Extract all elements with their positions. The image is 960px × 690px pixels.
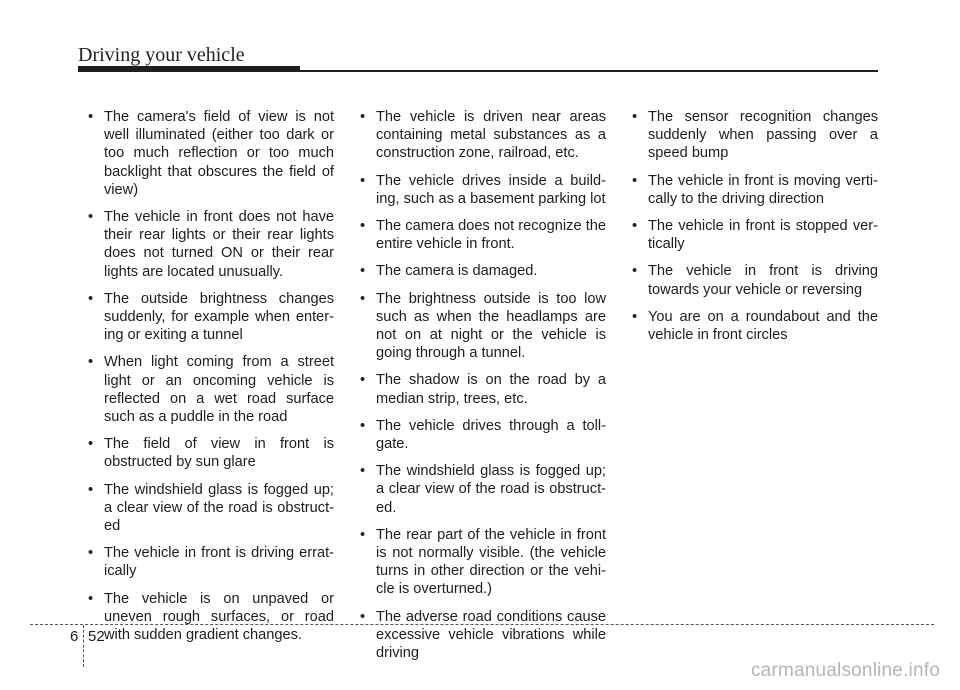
list-item-text: The vehicle is on unpaved or uneven rough surfaces, or road with sudden gradient changes. bbox=[104, 590, 334, 644]
page-header-title: Driving your vehicle bbox=[78, 44, 245, 66]
bullet-icon: • bbox=[360, 417, 366, 434]
list-item bbox=[358, 462, 606, 517]
list-item bbox=[358, 217, 606, 253]
list-item-text: The windshield glass is fogged up; a clear view of the road is obstruct-ed. bbox=[376, 463, 606, 516]
list-item-text: The shadow is on the road by a median strip, trees, etc. bbox=[376, 372, 606, 407]
list-item-text: The vehicle in front is driving errat-ically bbox=[104, 545, 334, 580]
bullet-icon: • bbox=[88, 481, 94, 498]
list-item bbox=[358, 371, 606, 407]
list-item-text: The camera does not recognize the entire vehicle in front. bbox=[376, 218, 606, 253]
bullet-icon: • bbox=[88, 436, 94, 453]
list-item bbox=[86, 290, 334, 345]
list-item-text: The field of view in front is obstructed by sun glare bbox=[104, 436, 334, 471]
list-item bbox=[86, 208, 334, 281]
list-item-text: The windshield glass is fogged up; a clear view of the road is obstruct-ed bbox=[104, 481, 334, 535]
bullet-icon: • bbox=[360, 463, 366, 480]
footer-divider bbox=[83, 625, 84, 667]
bullet-icon: • bbox=[88, 354, 94, 371]
list-item-text: The vehicle in front is driving towards your vehicle or reversing bbox=[648, 263, 878, 298]
bullet-icon: • bbox=[360, 526, 366, 543]
header-rule bbox=[300, 70, 878, 72]
list-item-text: The adverse road conditions cause excessive vehicle vibrations while driving bbox=[376, 608, 606, 662]
list-item bbox=[358, 172, 606, 208]
header-accent-bar bbox=[78, 66, 300, 72]
bullet-icon: • bbox=[88, 109, 94, 125]
bullet-icon: • bbox=[360, 608, 366, 625]
watermark: carmanualsonline.info bbox=[750, 660, 940, 681]
list-item-text: The rear part of the vehicle in front is not normally visible. (the vehicle turns in other direction or the vehi-cle is overturned.) bbox=[376, 526, 606, 598]
list-item bbox=[630, 308, 878, 344]
chapter-number: 6 bbox=[70, 628, 79, 645]
list-item-text: The brightness outside is too low such as when the headlamps are not on at night or the vehicle is going through a tunnel. bbox=[376, 290, 606, 362]
list-item bbox=[86, 590, 334, 645]
list-item bbox=[358, 526, 606, 599]
bullet-icon: • bbox=[88, 545, 94, 562]
list-item-text: You are on a roundabout and the vehicle in front circles bbox=[648, 308, 878, 344]
list-item bbox=[86, 435, 334, 471]
list-item-text: The vehicle drives inside a build-ing, such as a basement parking lot bbox=[376, 172, 606, 207]
list-item-text: The camera's field of view is not well illuminated (either too dark or too much reflection or too much backlight that obscures the field of view) bbox=[104, 109, 334, 198]
list-item-text: The vehicle in front does not have their rear lights or their rear lights does not turned ON or their rear lights are located unusually. bbox=[104, 209, 334, 280]
list-item-text: The sensor recognition changes suddenly when passing over a speed bump bbox=[648, 109, 878, 162]
bullet-icon: • bbox=[360, 218, 366, 235]
list-item bbox=[358, 108, 606, 163]
list-item-text: The vehicle in front is moving verti-cally to the driving direction bbox=[648, 172, 878, 207]
bullet-column-1 bbox=[86, 108, 334, 653]
bullet-column-2 bbox=[358, 108, 606, 671]
bullet-icon: • bbox=[360, 109, 366, 125]
list-item-text: The vehicle drives through a toll-gate. bbox=[376, 417, 606, 453]
list-item bbox=[86, 108, 334, 199]
list-item bbox=[86, 353, 334, 426]
bullet-icon: • bbox=[632, 109, 638, 125]
list-item bbox=[630, 108, 878, 163]
list-item-text: The camera is damaged. bbox=[376, 263, 538, 280]
bullet-icon: • bbox=[360, 290, 366, 307]
bullet-icon: • bbox=[360, 372, 366, 389]
bullet-icon: • bbox=[88, 209, 94, 226]
list-item-text: The vehicle in front is stopped ver-tically bbox=[648, 218, 878, 253]
list-item-text: The vehicle is driven near areas containing metal substances as a construction zone, railroad, etc. bbox=[376, 109, 606, 162]
bullet-icon: • bbox=[632, 172, 638, 189]
bullet-icon: • bbox=[632, 263, 638, 280]
list-item-text: The outside brightness changes suddenly, for example when enter-ing or exiting a tunnel bbox=[104, 290, 334, 344]
list-item bbox=[358, 417, 606, 453]
footer-rule bbox=[30, 624, 934, 625]
list-item bbox=[358, 290, 606, 363]
list-item bbox=[358, 262, 606, 280]
list-item bbox=[630, 217, 878, 253]
bullet-icon: • bbox=[632, 218, 638, 235]
bullet-icon: • bbox=[632, 308, 638, 325]
bullet-icon: • bbox=[360, 172, 366, 189]
bullet-icon: • bbox=[88, 590, 94, 607]
list-item bbox=[86, 481, 334, 536]
list-item bbox=[86, 544, 334, 580]
bullet-column-3 bbox=[630, 108, 878, 353]
list-item bbox=[630, 172, 878, 208]
bullet-icon: • bbox=[360, 263, 366, 280]
bullet-icon: • bbox=[88, 290, 94, 307]
list-item bbox=[630, 262, 878, 298]
list-item-text: When light coming from a street light or an oncoming vehicle is reflected on a wet road surface such as a puddle in the road bbox=[104, 354, 334, 426]
list-item bbox=[358, 608, 606, 663]
page-number: 52 bbox=[88, 628, 105, 645]
